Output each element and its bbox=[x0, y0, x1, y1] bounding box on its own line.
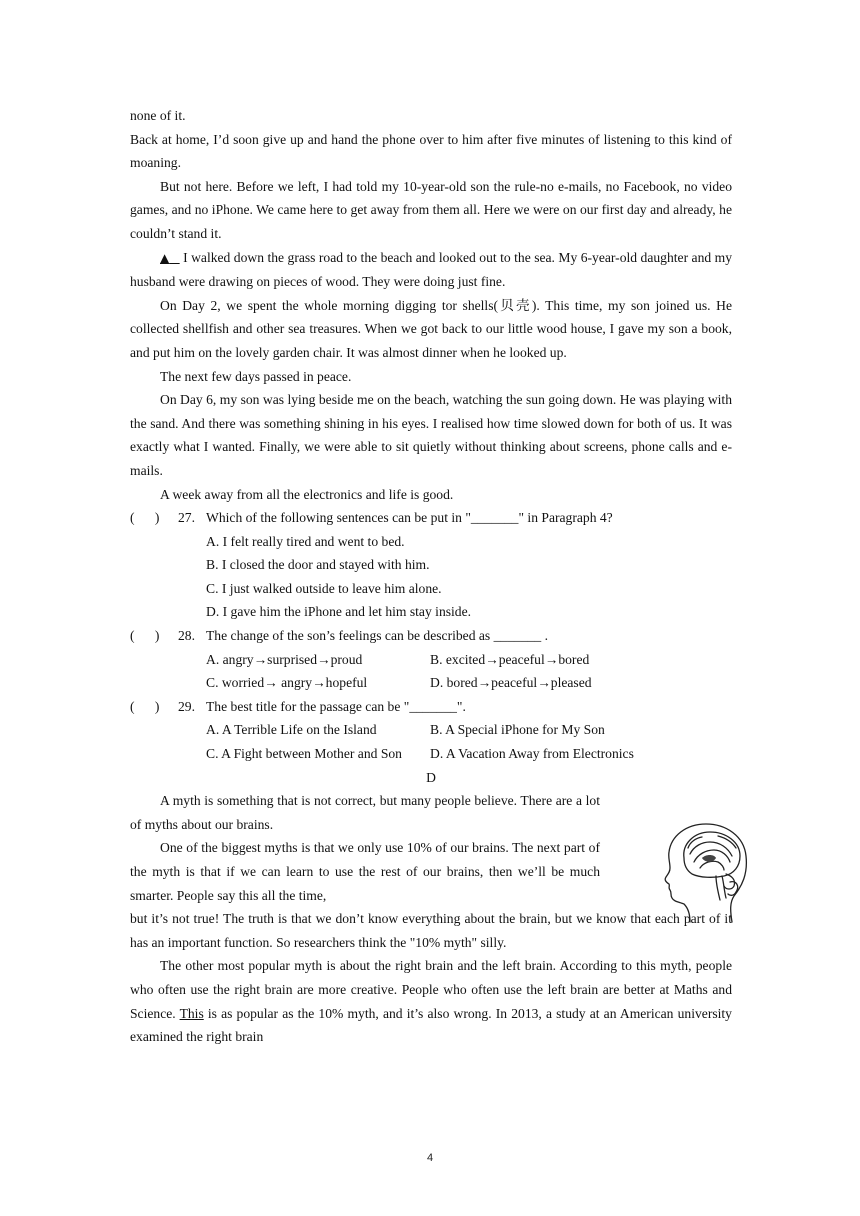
question-28 bbox=[130, 624, 732, 648]
passage-paragraph-continued: but it’s not true! The truth is that we don’t know everything about the brain, but we know that each part of it has an important function. So researchers think the "10% myth" silly. bbox=[130, 911, 732, 950]
options-row bbox=[130, 671, 732, 695]
brain-head-illustration bbox=[660, 818, 754, 930]
answer-bracket: ( ) bbox=[130, 698, 160, 714]
option-d: D. I gave him the iPhone and let him stay inside. bbox=[206, 604, 472, 620]
option-c: C. A Fight between Mother and Son bbox=[206, 746, 402, 762]
story-paragraph: A week away from all the electronics and life is good. bbox=[160, 486, 454, 502]
answer-bracket: ( ) bbox=[130, 628, 160, 644]
page-content bbox=[130, 104, 732, 1049]
passage-text: is as popular as the 10% myth, and it’s also wrong. In 2013, a study at an American university examined the right brain bbox=[130, 1005, 732, 1045]
question-text: Which of the following sentences can be put in "_______" in Paragraph 4? bbox=[206, 510, 613, 526]
passage-paragraph: One of the biggest myths is that we only use 10% of our brains. The next part of the myth is that if we can learn to use the rest of our brains, then we’ll be much smarter. People say this all the time, bbox=[130, 840, 600, 903]
story-paragraph: On Day 2, we spent the whole morning digging tor shells(贝壳). This time, my son joined us. He collected shellfish and other sea treasures. When we got back to our little wood house, I gave my son a book, and put him on the lovely garden chair. It was almost dinner when he looked up. bbox=[130, 297, 732, 360]
answer-bracket: ( ) bbox=[130, 510, 160, 526]
options-row bbox=[130, 742, 732, 766]
option-a: A. A Terrible Life on the Island bbox=[206, 722, 377, 738]
option-d: D. A Vacation Away from Electronics bbox=[430, 746, 634, 762]
option-a: A. I felt really tired and went to bed. bbox=[206, 533, 405, 549]
underlined-word: This bbox=[179, 1005, 204, 1021]
question-27 bbox=[130, 506, 732, 530]
story-paragraph: But not here. Before we left, I had told my 10-year-old son the rule-no e-mails, no Facebook, no video games, and no iPhone. We came here to get away from them all. Here we were on our first day and already, he couldn’t stand it. bbox=[130, 178, 732, 241]
option-b: B. excited→peaceful→bored bbox=[430, 651, 590, 667]
options-row bbox=[130, 718, 732, 742]
option-c: C. I just walked outside to leave him alone. bbox=[206, 580, 442, 596]
passage-paragraph bbox=[130, 954, 732, 1048]
question-29 bbox=[130, 695, 732, 719]
story-paragraph: Back at home, I’d soon give up and hand the phone over to him after five minutes of listening to this kind of moaning. bbox=[130, 131, 732, 171]
story-paragraph: On Day 6, my son was lying beside me on the beach, watching the sun going down. He was playing with the sand. And there was something shining in his eyes. I realised how time slowed down for both of us. It was exactly what I wanted. Finally, we were able to sit quietly without thinking about screens, phone calls and e-mails. bbox=[130, 392, 732, 478]
story-paragraph-with-blank bbox=[130, 246, 732, 294]
page-number: 4 bbox=[426, 1152, 434, 1164]
section-label: D bbox=[426, 769, 436, 785]
option-a: A. angry→surprised→proud bbox=[206, 651, 363, 667]
story-paragraph: The next few days passed in peace. bbox=[160, 368, 352, 384]
option-b: B. A Special iPhone for My Son bbox=[430, 722, 605, 738]
option-c: C. worried→ angry→hopeful bbox=[206, 675, 368, 691]
blank-line bbox=[169, 250, 179, 265]
options-row bbox=[130, 648, 732, 672]
question-text: The change of the son’s feelings can be described as _______ . bbox=[206, 628, 549, 644]
question-number: 28. bbox=[178, 628, 195, 644]
passage-text: The other most popular myth is about the right brain and the left brain. According to this myth, people who often use the right brain are more creative. People who often use the left brain are better at Maths and Science. bbox=[130, 958, 732, 1021]
question-number: 29. bbox=[178, 698, 195, 714]
story-line: none of it. bbox=[130, 108, 186, 123]
question-number: 27. bbox=[178, 510, 195, 526]
option-b: B. I closed the door and stayed with him. bbox=[206, 557, 430, 573]
question-text: The best title for the passage can be "_______". bbox=[206, 698, 466, 714]
option-d: D. bored→peaceful→pleased bbox=[430, 675, 592, 691]
blank-marker: ▲ bbox=[160, 250, 170, 265]
passage-paragraph: A myth is something that is not correct, but many people believe. There are a lot of myths about our brains. bbox=[130, 793, 600, 832]
story-paragraph-text: I walked down the grass road to the beach and looked out to the sea. My 6-year-old daughter and my husband were drawing on pieces of wood. They were doing just fine. bbox=[130, 249, 732, 290]
